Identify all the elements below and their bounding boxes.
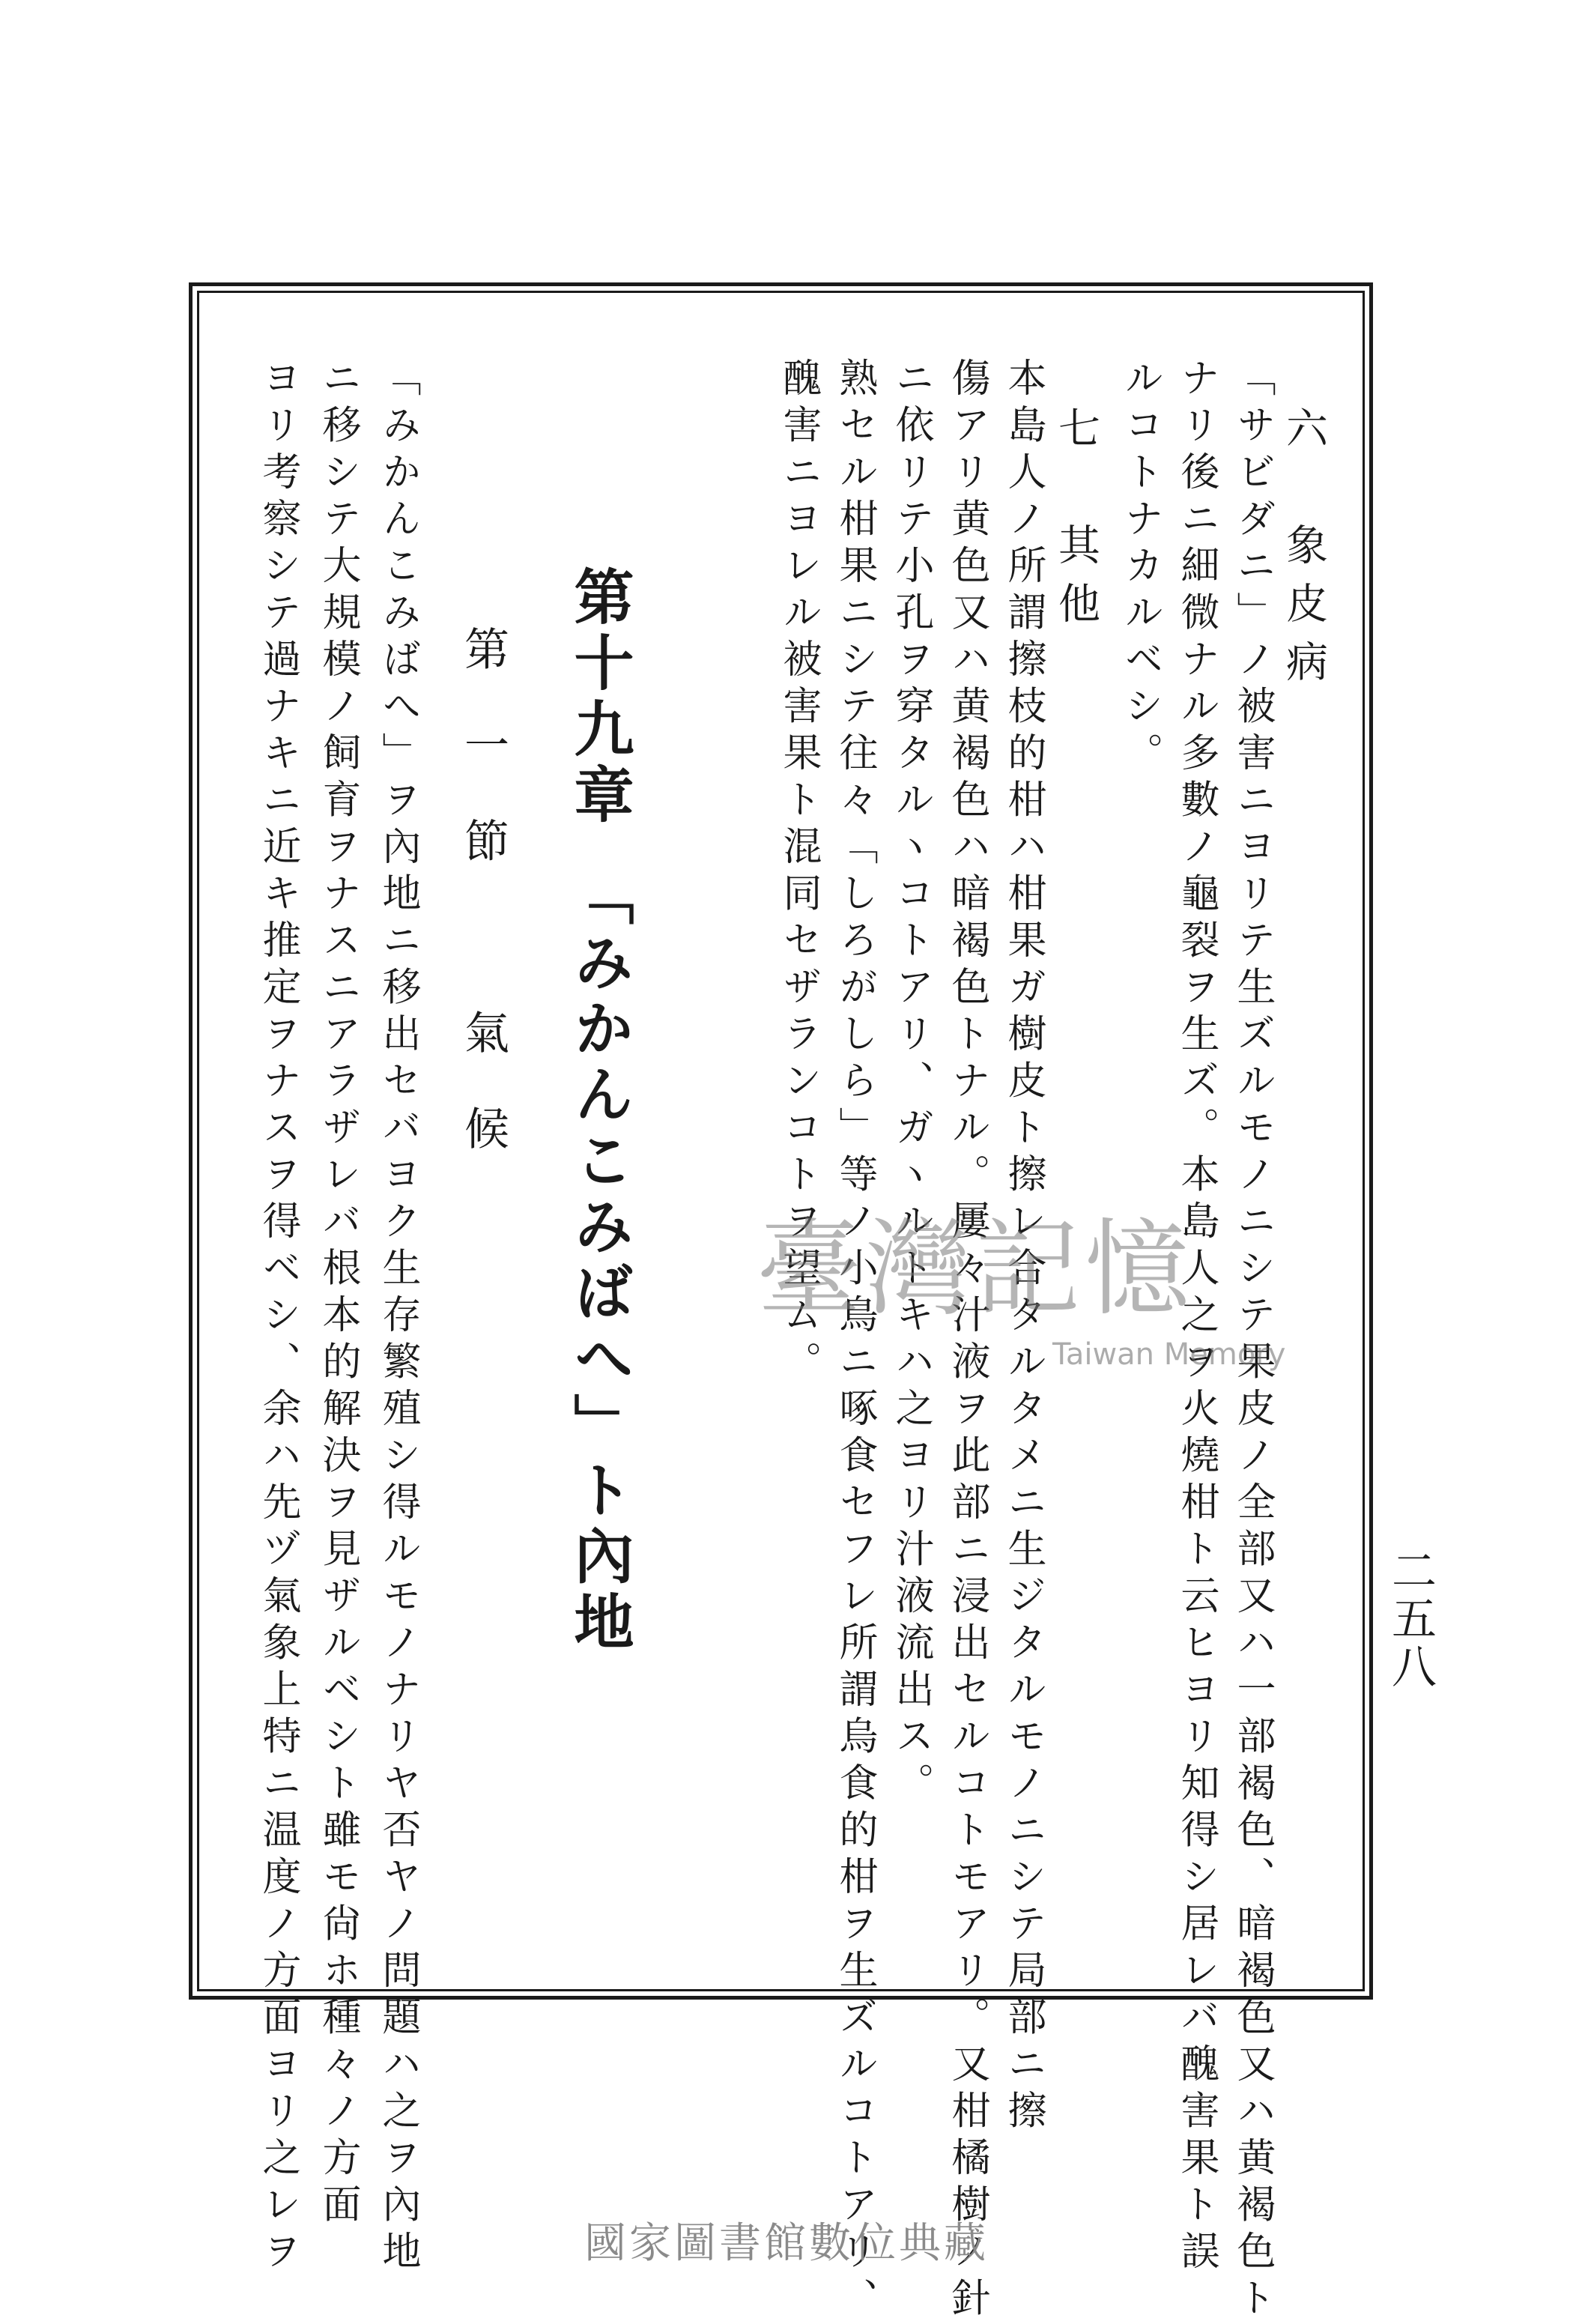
section-7-heading: 七 其他 <box>1052 406 1100 640</box>
section-6-line-1: 「サビダニ」ノ被害ニヨリテ生ズルモノニシテ果皮ノ全部又ハ一部褐色、暗褐色又ハ黄褐色ト <box>1230 357 1275 2324</box>
section-7-line-2: 傷アリ黄色又ハ黄褐色ハ暗褐色トナル。屢々汁液ヲ此部ニ浸出セルコトモアリ。又柑橘樹ノ針 <box>945 357 989 2324</box>
section-6-line-3: ルコトナカルベシ。 <box>1118 357 1163 779</box>
watermark-title: 臺灣記憶 <box>757 1208 1195 1331</box>
body-line-1: 「みかんこみばへ」ヲ內地ニ移出セバヨク生存繁殖シ得ルモノナリヤ否ヤノ問題ハ之ヲ內地 <box>375 357 420 2278</box>
footer-credit: 國家圖書館數位典藏 <box>584 2219 989 2268</box>
body-line-2: ニ移シテ大規模ノ飼育ヲナスニアラザレバ根本的解決ヲ見ザルベシト雖モ尙ホ種々ノ方面 <box>315 357 360 2230</box>
section-7-line-4: 熟セル柑果ニシテ往々「しろがしら」等ノ小鳥ニ啄食セフレ所謂烏食的柑ヲ生ズルコトアリ、 <box>832 357 877 2324</box>
page-number: 二五八 <box>1384 1547 1437 1691</box>
section-7-line-1: 本島人ノ所謂擦枝的柑ハ柑果ガ樹皮ト擦レ合タルタメニ生ジタルモノニシテ局部ニ擦 <box>1001 357 1046 2137</box>
section-6-line-2: ナリ後ニ細微ナル多數ノ龜裂ヲ生ズ。本島人之ヲ火燒柑ト云ヒヨリ知得シ居レバ醜害果ト誤 <box>1174 357 1219 2278</box>
chapter-title: 第十九章 「みかんこみばへ」ト內地 <box>564 566 634 1656</box>
body-line-3: ヨリ考察シテ過ナキニ近キ推定ヲナスヲ得ベシ、余ハ先ヅ氣象上特ニ温度ノ方面ヨリ之レヲ <box>255 357 300 2278</box>
watermark-subtitle: Taiwan Memory <box>1052 1337 1286 1372</box>
section-title: 第一節 氣候 <box>457 626 509 1201</box>
section-7-line-5: 醜害ニヨレル被害果ト混同セザランコトヲ望ム。 <box>776 357 821 1388</box>
section-6-heading: 六 象皮病 <box>1279 406 1328 698</box>
section-7-line-3: ニ依リテ小孔ヲ穿タルヽコトアリ、ガヽルトキハ之ヨリ汁液流出ス。 <box>888 357 933 1809</box>
